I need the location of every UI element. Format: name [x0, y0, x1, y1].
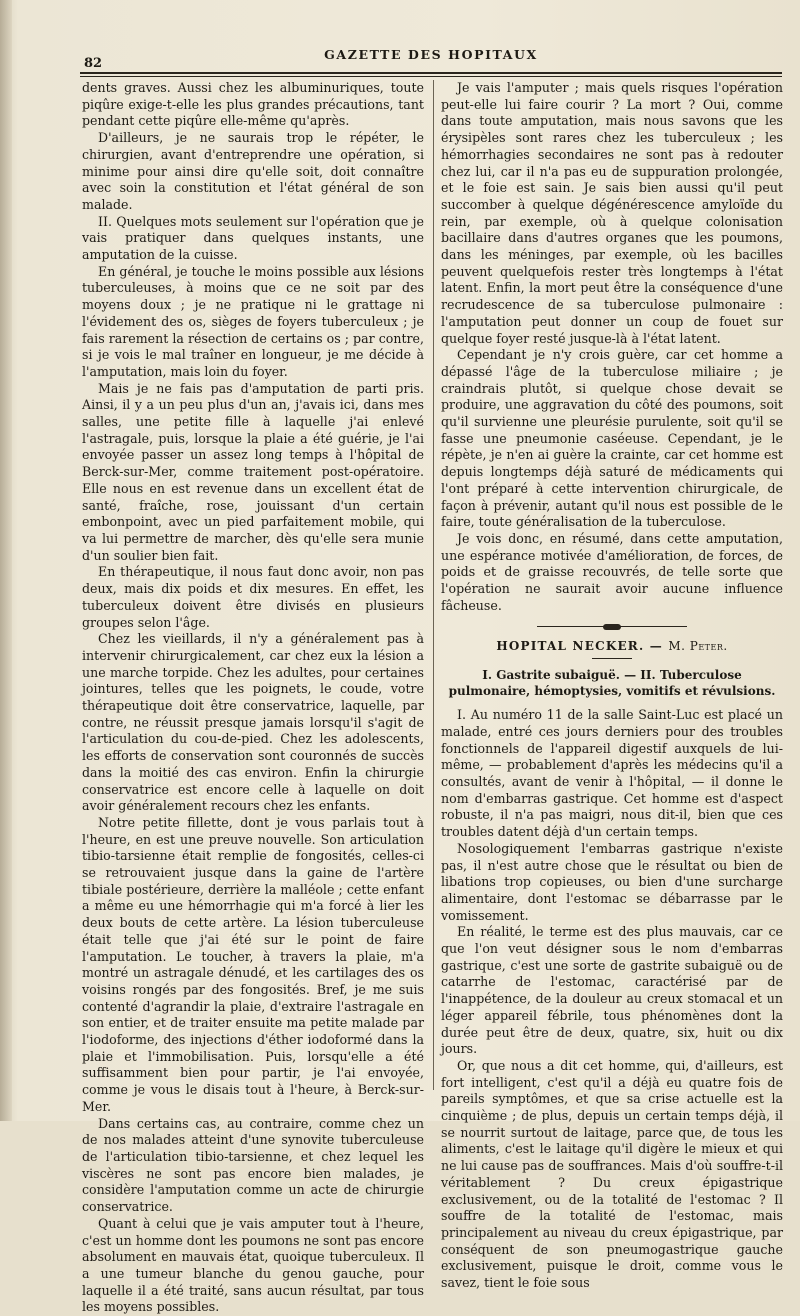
page-spine-shadow	[0, 0, 12, 1121]
journal-title: GAZETTE DES HOPITAUX	[324, 47, 538, 62]
header-rule-thin	[80, 76, 782, 77]
page-number: 82	[84, 56, 103, 71]
column-divider	[433, 80, 434, 1090]
paragraph: D'ailleurs, je ne saurais trop le répéter, le chirurgien, avant d'entreprendre une opération, si minime pour ainsi dire qu'elle soit, doit connaître avec soin la constitution et l'état général de son malade.	[82, 130, 424, 212]
paragraph: Nosologiquement l'embarras gastrique n'existe pas, il n'est autre chose que le résultat ou bien de libations trop copieuses, ou bien d'une surcharge alimentaire, dont l'estomac se débarrasse par le vomissement.	[441, 840, 783, 923]
paragraph: Notre petite fillette, dont je vous parlais tout à l'heure, en est une preuve nouvelle. Son articulation tibio-tarsienne était remplie de fongosités, celles-ci se retrouvaient jusque dans la gaine de l'artère tibiale postérieure, derrière la malléole ; cette enfant a même eu une hémorrhagie qui m'a forcé à lier les deux bouts de cette artère. La lésion tuberculeuse était telle que j'ai été sur le point de faire l'amputation. Le toucher, à travers la plaie, m'a montré un astragale dénudé, et les cartilages des os voisins rongés par des fongosités. Bref, je me suis contenté d'agrandir la plaie, d'extraire l'astragale en son entier, et de traiter ensuite ma petite malade par l'iodoforme, des injections d'éther iodoformé dans la plaie et l'immobilisation. Puis, lorsqu'elle a été suffisamment bien pour partir, je l'ai envoyée, comme je vous le disais tout à l'heure, à Berck-sur-Mer.	[82, 814, 424, 1114]
right-column	[441, 80, 783, 1291]
paragraph: I. Au numéro 11 de la salle Saint-Luc est placé un malade, entré ces jours derniers pour des troubles fonctionnels de l'appareil digestif auxquels de lui-même, — probablement d'après les médecins qu'il a consultés, avant de venir à l'hôpital, — il donne le nom d'embarras gastrique. Cet homme est d'aspect robuste, il n'a pas maigri, nous dit-il, bien que ces troubles datent déjà d'un certain temps.	[441, 707, 783, 840]
paragraph: En réalité, le terme est des plus mauvais, car ce que l'on veut désigner sous le nom d'embarras gastrique, c'est une sorte de gastrite subaiguë ou de catarrhe de l'estomac, caractérisé par de l'inappétence, de la douleur au creux stomacal et un léger appareil fébrile, tous phénomènes dont la durée peut être de deux, quatre, six, huit ou dix jours.	[441, 924, 783, 1057]
paragraph: Or, que nous a dit cet homme, qui, d'ailleurs, est fort intelligent, c'est qu'il a déjà eu quatre fois de pareils symptômes, et que sa crise actuelle est la cinquième ; de plus, depuis un certain temps déjà, il se nourrit surtout de laitage, parce que, de tous les aliments, c'est le laitage qu'il digère le mieux et qui ne lui cause pas de souffrances. Mais d'où souffre-t-il véritablement ? Du creux épigastrique exclusivement, ou de la totalité de l'estomac ? Il souffre de la totalité de l'estomac, mais principalement au niveau du creux épigastrique, par conséquent de son pneumogastrique gauche exclusivement, puisque le droit, comme vous le savez, tient le foie sous	[441, 1057, 783, 1291]
author-name: M. Peter.	[668, 638, 728, 653]
paragraph: Quant à celui que je vais amputer tout à l'heure, c'est un homme dont les poumons ne sont pas encore absolument en mauvais état, quoique tuberculeux. Il a une tumeur blanche du genou gauche, pour laquelle il a été traité, sans aucun résultat, par tous les moyens possibles.	[82, 1215, 424, 1315]
short-rule	[592, 658, 632, 659]
paragraph: En général, je touche le moins possible aux lésions tuberculeuses, à moins que ce ne soit par des moyens doux ; je ne pratique ni le grattage ni l'évidement des os, sièges de foyers tuberculeux ; je fais rarement la résection de certains os ; par contre, si je vois le mal traîner en longueur, je me décide à l'amputation, mais loin du foyer.	[82, 263, 424, 379]
lecture-title: I. Gastrite subaiguë. — II. Tuberculose pulmonaire, hémoptysies, vomitifs et révulsions.	[448, 668, 776, 699]
hospital-name: HOPITAL NECKER.	[496, 638, 645, 653]
paragraph: Mais je ne fais pas d'amputation de parti pris. Ainsi, il y a un peu plus d'un an, j'avais ici, dans mes salles, une petite fille à laquelle j'ai enlevé l'astragale, puis, lorsque la plaie a été guérie, je l'ai envoyée passer un assez long temps à l'hôpital de Berck-sur-Mer, comme traitement post-opératoire. Elle nous en est revenue dans un excellent état de santé, fraîche, rose, jouissant d'un certain embonpoint, avec un pied parfaitement mobile, qui va lui permettre de marcher, dès qu'elle sera munie d'un soulier bien fait.	[82, 380, 424, 563]
page-header	[78, 40, 784, 74]
section-heading	[441, 638, 783, 655]
paragraph: II. Quelques mots seulement sur l'opération que je vais pratiquer dans quelques instants, une amputation de la cuisse.	[82, 213, 424, 263]
paragraph: dents graves. Aussi chez les albuminuriques, toute piqûre exige-t-elle les plus grandes précautions, tant pendant cette piqûre elle-même qu'après.	[82, 80, 424, 129]
section-ornament-divider	[537, 624, 687, 630]
heading-separator: —	[644, 638, 669, 653]
paragraph: Je vais l'amputer ; mais quels risques l'opération peut-elle lui faire courir ? La mort ? Oui, comme dans toute amputation, mais nous savons que les érysipèles sont rares chez les tuberculeux ; les hémorrhagies secondaires ne sont pas à redouter chez lui, car il n'a pas eu de suppuration prolongée, et le foie est sain. Je sais bien aussi qu'il peut succomber à quelque dégénérescence amyloïde du rein, par exemple, où à quelque colonisation bacillaire dans d'autres organes que les poumons, dans les méninges, par exemple, où les bacilles peuvent quelquefois rester très longtemps à l'état latent. Enfin, la mort peut être la conséquence d'une recrudescence de sa tuberculose pulmonaire : l'amputation peut donner un coup de fouet sur quelque foyer resté jusque-là à l'état latent.	[441, 80, 783, 346]
left-column	[82, 80, 424, 1315]
header-rule-thick	[80, 72, 782, 74]
paragraph: Chez les vieillards, il n'y a généralement pas à intervenir chirurgicalement, car chez eux la lésion a une marche torpide. Chez les adultes, pour certaines jointures, telles que les poignets, le coude, votre thérapeutique doit être conservatrice, laquelle, par contre, ne réussit presque jamais lorsqu'il s'agit de l'articulation du cou-de-pied. Chez les adolescents, les efforts de conservation sont couronnés de succès dans la moitié des cas environ. Enfin la chirurgie conservatrice est encore celle à laquelle on doit avoir généralement recours chez les enfants.	[82, 631, 424, 814]
paragraph: En thérapeutique, il nous faut donc avoir, non pas deux, mais dix poids et dix mesures. En effet, les tuberculeux doivent être divisés en plusieurs groupes selon l'âge.	[82, 564, 424, 630]
paragraph: Je vois donc, en résumé, dans cette amputation, une espérance motivée d'amélioration, de forces, de poids et de graisse recouvrés, de telle sorte que l'opération ne saurait avoir aucune influence fâcheuse.	[441, 530, 783, 613]
paragraph: Cependant je n'y crois guère, car cet homme a dépassé l'âge de la tuberculose miliaire ; je craindrais plutôt, si quelque chose devait se produire, une aggravation du côté des poumons, soit qu'il survienne une pleurésie purulente, soit qu'il se fasse une pneumonie caséeuse. Cependant, je le répète, je n'en ai guère la crainte, car cet homme est depuis longtemps déjà saturé de médicaments qui l'ont préparé à cette intervention chirurgicale, de façon à prévenir, autant qu'il nous est possible de le faire, toute généralisation de la tuberculose.	[441, 347, 783, 530]
paragraph: Dans certains cas, au contraire, comme chez un de nos malades atteint d'une synovite tuberculeuse de l'articulation tibio-tarsienne, et chez lequel les viscères ne sont pas encore bien malades, je considère l'amputation comme un acte de chirurgie conservatrice.	[82, 1115, 424, 1215]
